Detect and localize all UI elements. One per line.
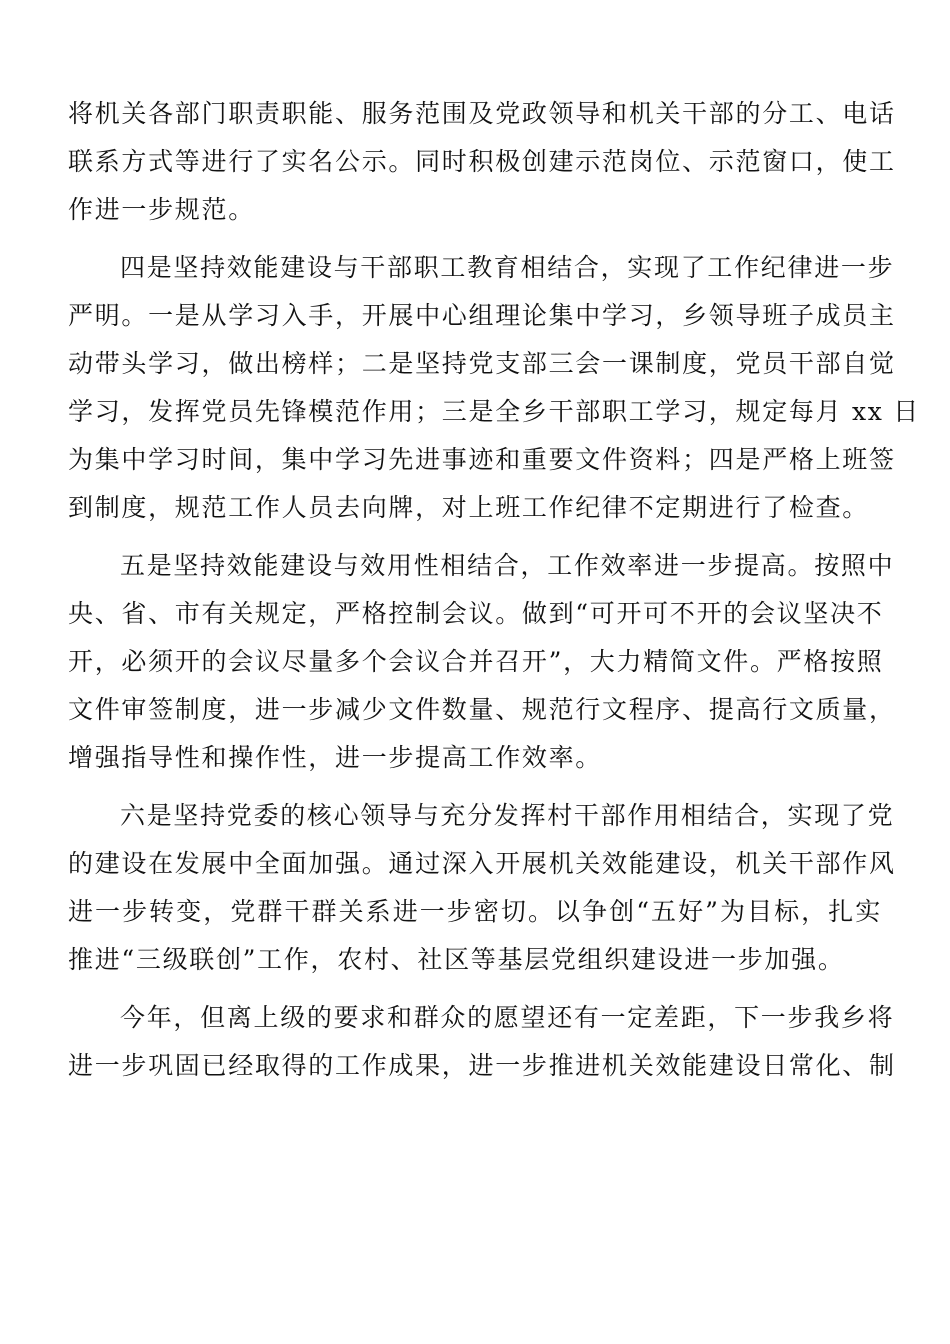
text-line: 学习，发挥党员先锋模范作用；三是全乡干部职工学习，规定每月 xx 日: [68, 397, 920, 426]
paragraph-1: [68, 90, 896, 234]
document-body: [68, 90, 920, 1090]
text-line: 严明。一是从学习入手，开展中心组理论集中学习，乡领导班子成员主: [68, 301, 896, 330]
text-line: 为集中学习时间，集中学习先进事迹和重要文件资料；四是严格上班签: [68, 445, 896, 474]
paragraph-3: [68, 542, 896, 782]
text-line: 作进一步规范。: [68, 195, 255, 224]
text-line: 增强指导性和操作性，进一步提高工作效率。: [68, 743, 603, 772]
text-line: 四是坚持效能建设与干部职工教育相结合，实现了工作纪律进一步: [120, 253, 895, 282]
text-line: 央、省、市有关规定，严格控制会议。做到“可开可不开的会议坚决不: [68, 599, 884, 628]
text-line: 动带头学习，做出榜样；二是坚持党支部三会一课制度，党员干部自觉: [68, 349, 896, 378]
paragraph-2: [68, 244, 920, 532]
text-line: 进一步巩固已经取得的工作成果，进一步推进机关效能建设日常化、制: [68, 1051, 896, 1080]
text-line: 五是坚持效能建设与效用性相结合，工作效率进一步提高。按照中: [120, 551, 895, 580]
text-line: 今年，但离上级的要求和群众的愿望还有一定差距，下一步我乡将: [120, 1003, 895, 1032]
paragraph-5: [68, 994, 896, 1090]
text-line: 开，必须开的会议尽量多个会议合并召开”，大力精简文件。严格按照: [68, 647, 884, 676]
text-line: 文件审签制度，进一步减少文件数量、规范行文程序、提高行文质量，: [68, 695, 896, 724]
text-line: 进一步转变，党群干群关系进一步密切。以争创“五好”为目标，扎实: [68, 897, 882, 926]
text-line: 联系方式等进行了实名公示。同时积极创建示范岗位、示范窗口，使工: [68, 147, 896, 176]
text-line: 到制度，规范工作人员去向牌，对上班工作纪律不定期进行了检查。: [68, 493, 870, 522]
paragraph-4: [68, 792, 896, 984]
text-line: 将机关各部门职责职能、服务范围及党政领导和机关干部的分工、电话: [68, 99, 896, 128]
text-line: 六是坚持党委的核心领导与充分发挥村干部作用相结合，实现了党: [120, 801, 895, 830]
text-line: 的建设在发展中全面加强。通过深入开展机关效能建设，机关干部作风: [68, 849, 896, 878]
text-line: 推进“三级联创”工作，农村、社区等基层党组织建设进一步加强。: [68, 945, 845, 974]
